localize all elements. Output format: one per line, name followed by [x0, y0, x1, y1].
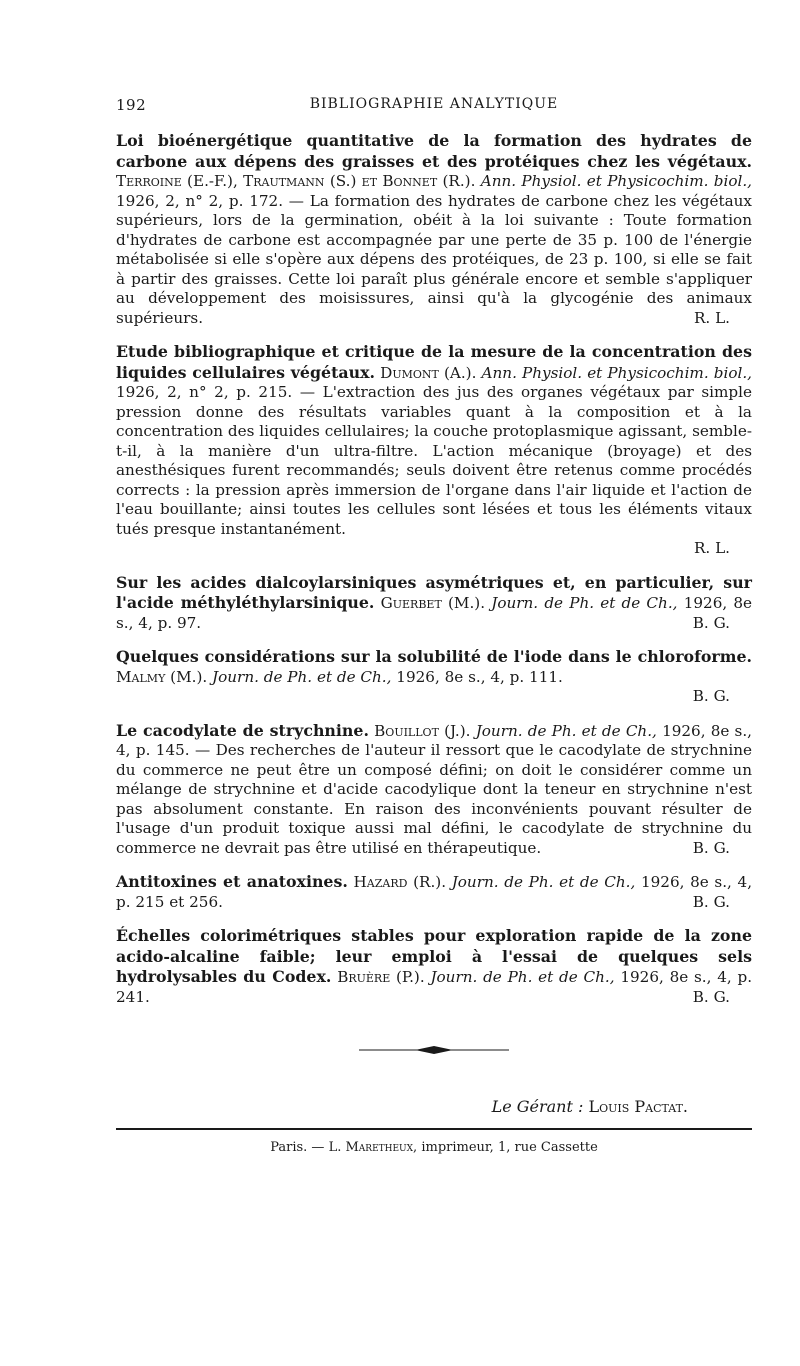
entry-journal: Journ. de Ph. et de Ch.,: [475, 721, 657, 740]
entry-abstract: L'extraction des jus des organes végétaux par simple pression donne des résultats variables quant à la composition et à la concentration des liquides cellulaires; la couche protoplasmique agissant, semble-t-il, à la manière d'un ultra-filtre. L'action mécanique (broyage) et des anesthésiques furent recommandés; seuls doivent être retenus comme procédés corrects : la pression après immersion de l'organe dans l'air liquide et l'action de l'eau bouillante; ainsi toutes les cellules sont lésées et tous les éléments vitaux tués presque instantanément.: [116, 383, 752, 538]
entry-journal: Journ. de Ph. et de Ch.,: [491, 594, 678, 612]
entry-title: Quelques considérations sur la solubilité de l'iode dans le chloroforme.: [116, 647, 752, 666]
entry-authors: Dumont (A.).: [380, 363, 477, 382]
entry-authors: Hazard (R.).: [353, 873, 447, 891]
entry-abstract: La formation des hydrates de carbone chez les végétaux supérieurs, lors de la germination, obéit à la loi suivante : Toute formation d'hydrates de carbone est accompagnée par une perte de 35 p. 100 de l'énergie métabolisée si elle s'opère aux dépens des protéiques, de 23 p. 100, si elle se fait à partir des graisses. Cette loi paraît plus générale encore et semble s'appliquer au développement des moisissures, ainsi qu'à la glycogénie des animaux supérieurs.: [116, 191, 752, 327]
entry-signature: B. G.: [692, 987, 730, 1006]
entry-authors: Malmy (M.).: [116, 667, 208, 686]
entry-title: Loi bioénergétique quantitative de la formation des hydrates de carbone aux dépens des graisses et des protéiques chez les végétaux.: [116, 131, 752, 171]
entry-title: Le cacodylate de strychnine.: [116, 720, 369, 740]
entry-citation: 1926, 8e s., 4, p. 145. —: [116, 721, 753, 759]
running-head: [116, 96, 752, 118]
entry-citation: 1926, 2, n° 2, p. 215. —: [116, 383, 316, 401]
entry-title: Échelles colorimétriques stables pour exploration rapide de la zone acido-alcaline faible; leur emploi à l'essai de quelques sels hydrolysables du Codex.: [116, 926, 752, 986]
entry-signature: B. G.: [692, 892, 730, 911]
section-ornament: [116, 1041, 752, 1061]
bibliography-entry: [116, 721, 752, 859]
entry-title: Antitoxines et anatoxines.: [116, 872, 348, 891]
bibliography-entry: [116, 131, 752, 328]
entry-title: Sur les acides dialcoylarsiniques asymétriques et, en particulier, sur l'acide méthyléthylarsinique.: [116, 572, 752, 612]
document-page: [116, 96, 752, 1155]
entry-signature: R. L.: [693, 539, 730, 557]
running-head-title: BIBLIOGRAPHIE ANALYTIQUE: [309, 96, 559, 112]
bibliography-entry: [116, 342, 752, 559]
bibliography-entry: [116, 647, 752, 707]
entry-title: Etude bibliographique et critique de la mesure de la concentration des liquides cellulaires végétaux.: [116, 342, 752, 382]
footer-rule: [116, 1128, 752, 1130]
entry-signature: B. G.: [692, 687, 730, 705]
printer-city: Paris. —: [270, 1140, 325, 1155]
ornament-rule-icon: [359, 1044, 509, 1056]
entry-journal: Journ. de Ph. et de Ch.,: [430, 968, 615, 986]
gerant-label: Le Gérant :: [491, 1097, 584, 1116]
printer-address: imprimeur, 1, rue Cassette: [421, 1140, 598, 1155]
gerant-line: [116, 1097, 752, 1116]
entry-signature: R. L.: [693, 308, 730, 327]
entry-citation: 1926, 8e s., 4, p. 97.: [116, 594, 753, 632]
entry-authors: Terroine (E.-F.), Trautmann (S.) et Bonnet (R.).: [116, 172, 476, 190]
printer-imprint: [116, 1140, 752, 1155]
gerant-name: Louis Pactat.: [588, 1097, 688, 1116]
entry-citation: 1926, 8e s., 4, p. 215 et 256.: [116, 873, 753, 911]
entry-authors: Bouillot (J.).: [374, 721, 471, 740]
entry-journal: Journ. de Ph. et de Ch.,: [451, 873, 636, 891]
entry-journal: Journ. de Ph. et de Ch.,: [212, 667, 392, 686]
entry-citation: 1926, 8e s., 4, p. 111.: [396, 667, 563, 686]
entry-signature: B. G.: [692, 613, 730, 632]
bibliography-entry: [116, 872, 752, 912]
entry-citation: 1926, 2, n° 2, p. 172. —: [116, 191, 304, 210]
entry-abstract: Des recherches de l'auteur il ressort que le cacodylate de strychnine du commerce ne peut être un composé défini; on doit le considérer comme un mélange de strychnine et d'acide cacodylique dont la teneur en strychnine n'est pas absolument constante. En raison des inconvénients pouvant résulter de l'usage d'un produit toxique aussi mal défini, le cacodylate de strychnine du commerce ne devrait pas être utilisé en thérapeutique.: [116, 741, 753, 857]
entry-citation: 1926, 8e s., 4, p. 241.: [116, 968, 753, 1006]
entry-journal: Ann. Physiol. et Physicochim. biol.,: [480, 172, 753, 190]
entry-authors: Bruère (P.).: [337, 968, 425, 986]
entry-signature: B. G.: [692, 838, 730, 857]
bibliography-entry: [116, 926, 752, 1007]
entry-journal: Ann. Physiol. et Physicochim. biol.,: [481, 363, 753, 382]
entry-authors: Guerbet (M.).: [380, 594, 486, 612]
bibliography-entry: [116, 573, 752, 634]
printer-name: L. Maretheux,: [328, 1140, 418, 1155]
page-number: 192: [116, 96, 147, 114]
